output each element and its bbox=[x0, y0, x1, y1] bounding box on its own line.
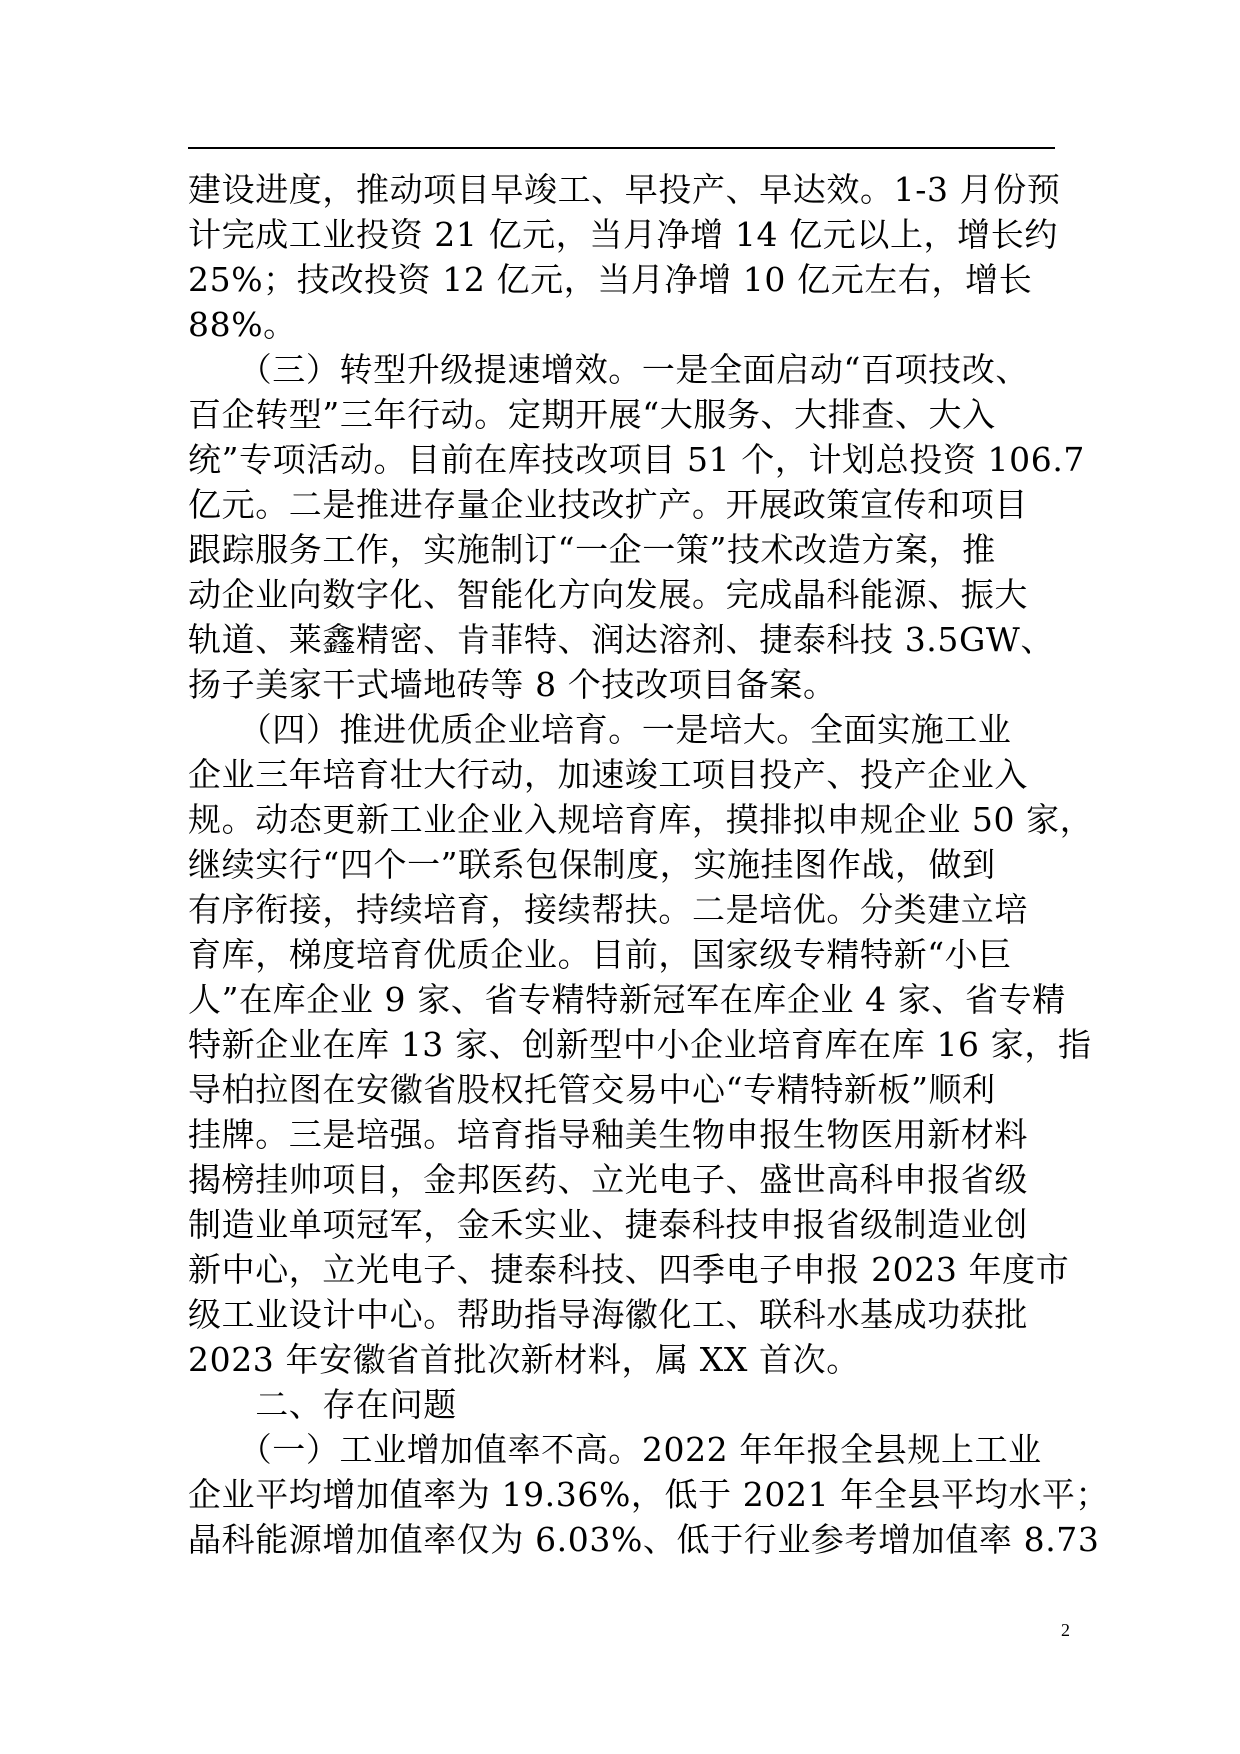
text-line: 25%；技改投资 12 亿元，当月净增 10 亿元左右，增长 bbox=[188, 260, 1033, 299]
text-line: 2023 年安徽省首批次新材料，属 XX 首次。 bbox=[188, 1340, 860, 1379]
section-heading-line: （三）转型升级提速增效。一是全面启动“百项技改、 bbox=[188, 350, 1029, 389]
text-line: 规。动态更新工业企业入规培育库，摸排拟申规企业 50 家， bbox=[188, 800, 1094, 839]
text-line: 导柏拉图在安徽省股权托管交易中心“专精特新板”顺利 bbox=[188, 1070, 996, 1109]
text-line: 百企转型”三年行动。定期开展“大服务、大排查、大入 bbox=[188, 395, 996, 434]
document-body bbox=[188, 167, 1110, 1562]
text-line: 计完成工业投资 21 亿元，当月净增 14 亿元以上，增长约 bbox=[188, 215, 1058, 254]
text-line: 企业平均增加值率为 19.36%，低于 2021 年全县平均水平； bbox=[188, 1475, 1110, 1514]
text-line: 建设进度，推动项目早竣工、早投产、早达效。1-3 月份预 bbox=[188, 170, 1061, 209]
text-line: 统”专项活动。目前在库技改项目 51 个，计划总投资 106.7 bbox=[188, 440, 1086, 479]
section-heading-line: （一）工业增加值率不高。2022 年年报全县规上工业 bbox=[188, 1430, 1042, 1469]
text-line: 扬子美家干式墙地砖等 8 个技改项目备案。 bbox=[188, 665, 837, 704]
section-heading-line: （四）推进优质企业培育。一是培大。全面实施工业 bbox=[188, 710, 1012, 749]
text-line: 揭榜挂帅项目，金邦医药、立光电子、盛世高科申报省级 bbox=[188, 1160, 1028, 1199]
text-line: 级工业设计中心。帮助指导海徽化工、联科水基成功获批 bbox=[188, 1295, 1028, 1334]
text-line: 育库，梯度培育优质企业。目前，国家级专精特新“小巨 bbox=[188, 935, 1012, 974]
text-line: 亿元。二是推进存量企业技改扩产。开展政策宣传和项目 bbox=[188, 485, 1028, 524]
text-line: 企业三年培育壮大行动，加速竣工项目投产、投产企业入 bbox=[188, 755, 1028, 794]
text-line: 挂牌。三是培强。培育指导釉美生物申报生物医用新材料 bbox=[188, 1115, 1028, 1154]
text-line: 跟踪服务工作，实施制订“一企一策”技术改造方案，推 bbox=[188, 530, 996, 569]
text-line: 动企业向数字化、智能化方向发展。完成晶科能源、振大 bbox=[188, 575, 1028, 614]
header-rule bbox=[188, 147, 1055, 149]
page-number: 2 bbox=[1061, 1620, 1070, 1640]
text-line: 有序衔接，持续培育，接续帮扶。二是培优。分类建立培 bbox=[188, 890, 1028, 929]
text-line: 制造业单项冠军，金禾实业、捷泰科技申报省级制造业创 bbox=[188, 1205, 1028, 1244]
text-line: 晶科能源增加值率仅为 6.03%、低于行业参考增加值率 8.73 bbox=[188, 1520, 1100, 1559]
text-line: 继续实行“四个一”联系包保制度，实施挂图作战，做到 bbox=[188, 845, 996, 884]
section-heading-line: 二、存在问题 bbox=[188, 1385, 457, 1424]
text-line: 新中心，立光电子、捷泰科技、四季电子申报 2023 年度市 bbox=[188, 1250, 1070, 1289]
text-line: 特新企业在库 13 家、创新型中小企业培育库在库 16 家，指 bbox=[188, 1025, 1092, 1064]
text-line: 人”在库企业 9 家、省专精特新冠军在库企业 4 家、省专精 bbox=[188, 980, 1066, 1019]
text-line: 88%。 bbox=[188, 305, 297, 344]
text-line: 轨道、莱鑫精密、肯菲特、润达溶剂、捷泰科技 3.5GW、 bbox=[188, 620, 1055, 659]
